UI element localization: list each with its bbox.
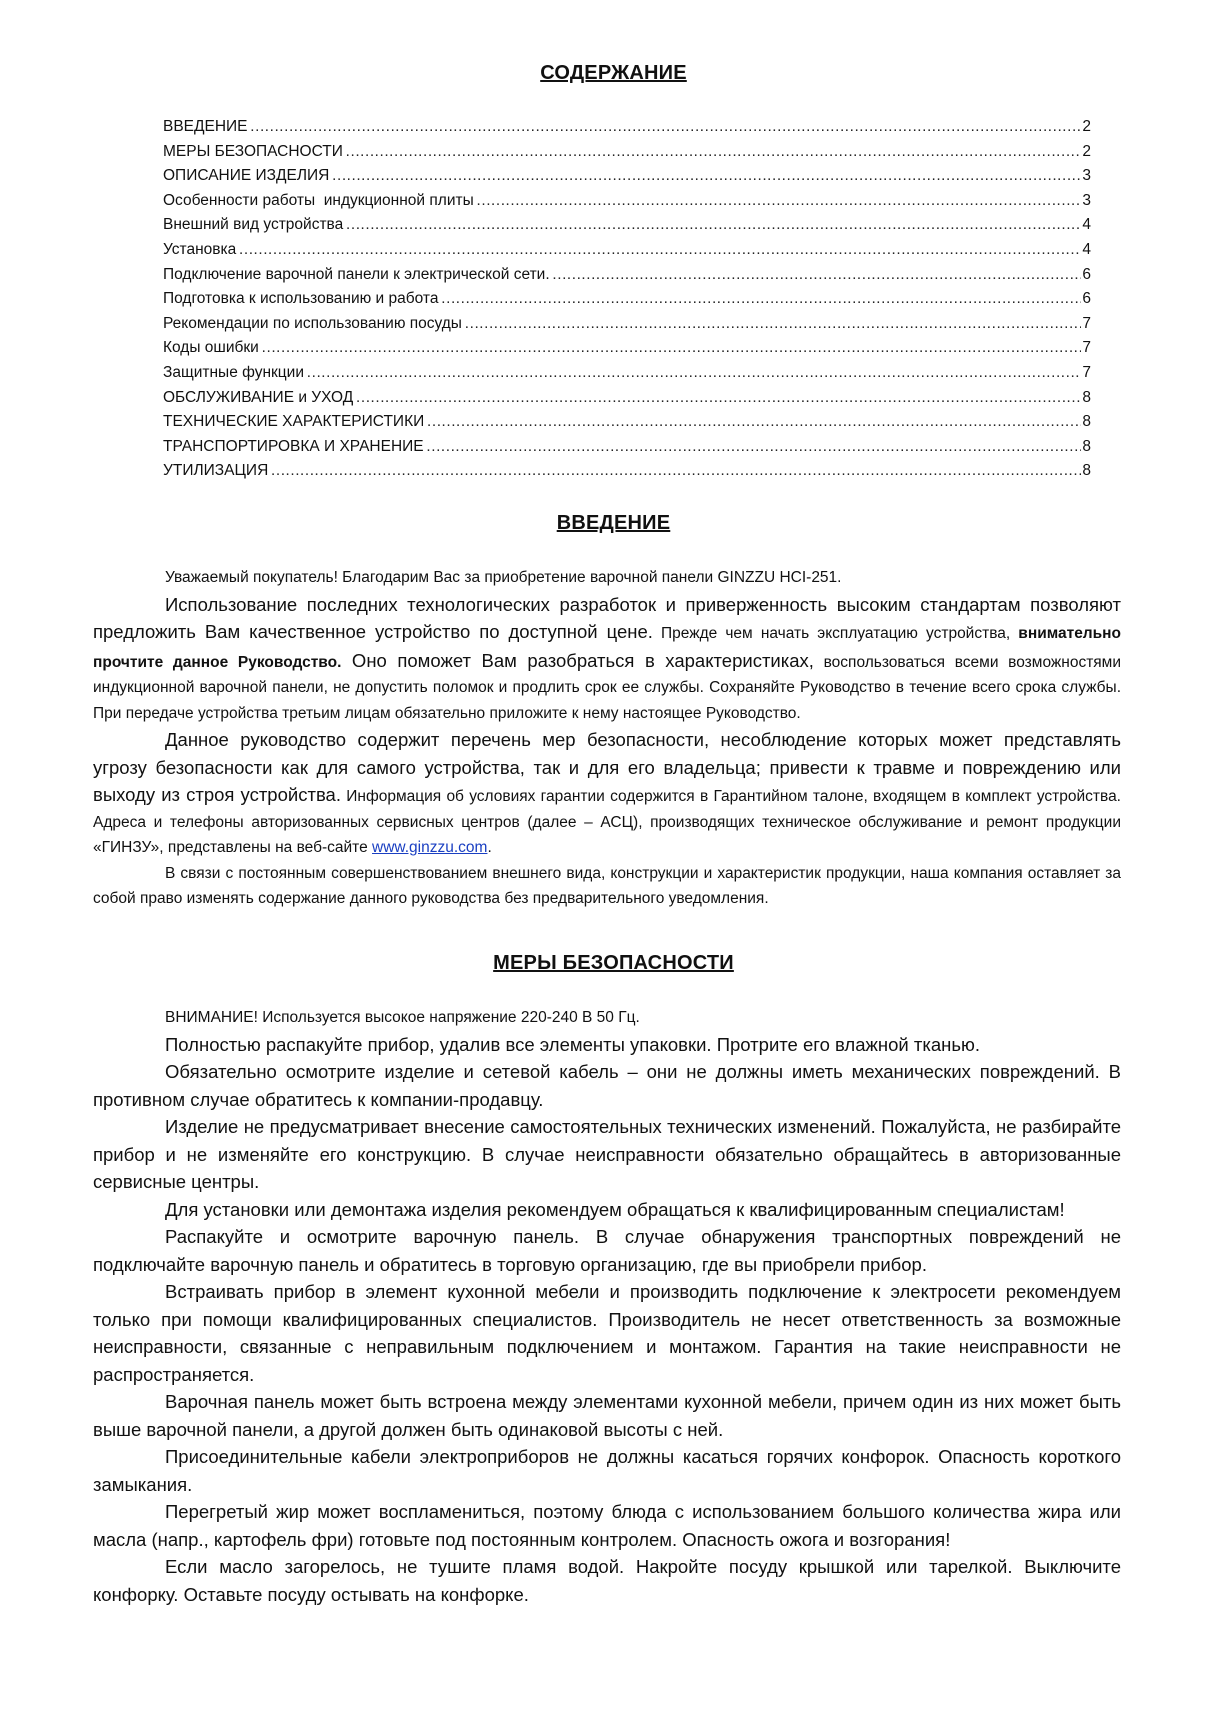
intro-text: Данное руководство содержит перечень мер безопасности, несоблюдение которых может представлять угрозу безопасности как для самого устройства, так и для его владельца; привести к травме и повреждению или выходу из строя устройства. <box>93 729 1121 805</box>
toc-item-page: 2 <box>1082 118 1091 135</box>
toc-item-page: 8 <box>1082 413 1091 431</box>
toc-item-page: 7 <box>1082 339 1091 357</box>
toc-leader <box>476 189 1082 214</box>
toc-item[interactable] <box>163 312 1091 337</box>
toc-leader <box>238 238 1081 263</box>
toc-item-page: 4 <box>1082 240 1091 258</box>
toc-item-page: 3 <box>1082 167 1091 185</box>
intro-bold-text: внимательно прочтите данное Руководство. <box>93 625 1122 671</box>
toc-item[interactable] <box>163 435 1091 460</box>
safety-paragraph: Для установки или демонтажа изделия рекомендуем обращаться к квалифицированным специалистам! <box>165 1198 1065 1220</box>
toc-leader <box>426 410 1081 435</box>
toc-leader <box>552 263 1082 288</box>
toc-item-label: Подготовка к использованию и работа <box>163 290 439 308</box>
toc-item-label: Рекомендации по использованию посуды <box>163 314 462 332</box>
toc-item[interactable] <box>163 287 1091 312</box>
toc-item-page: 6 <box>1082 290 1091 308</box>
intro-paragraph <box>93 726 1121 861</box>
toc-leader <box>345 140 1081 165</box>
toc-item-label: ОБСЛУЖИВАНИЕ и УХОД <box>163 388 354 406</box>
intro-text: воспользоваться всеми возможностями индукционной варочной панели, не допустить поломок и продлить срок ее службы. Сохраняйте Руководство в течение всего срока службы. При передаче устройства третьим лицам обязательно приложите к нему настоящее Руководство. <box>93 653 1121 722</box>
safety-paragraph: Если масло загорелось, не тушите пламя водой. Накройте посуду крышкой или тарелкой. Выключите конфорку. Оставьте посуду остывать на конфорке. <box>93 1556 1121 1605</box>
toc-leader <box>345 213 1081 238</box>
safety-paragraph: Варочная панель может быть встроена между элементами кухонной мебели, причем один из них может быть выше варочной панели, а другой должен быть одинаковой высоты с ней. <box>93 1391 1121 1440</box>
toc-item[interactable] <box>163 189 1091 214</box>
toc-item-page: 6 <box>1082 265 1091 283</box>
toc-title: СОДЕРЖАНИЕ <box>540 62 687 84</box>
safety-paragraph: Встраивать прибор в элемент кухонной мебели и производить подключение к электросети рекомендуем только при помощи квалифицированных специалистов. Производитель не несет ответственность за возможные неисправности, связанные с неправильным подключением и монтажом. Гарантия на такие неисправности не распространяется. <box>93 1281 1121 1385</box>
toc-item[interactable] <box>163 459 1091 484</box>
toc-leader <box>426 435 1082 460</box>
toc-leader <box>331 164 1081 189</box>
toc-item-label: ТЕХНИЧЕСКИЕ ХАРАКТЕРИСТИКИ <box>163 413 425 431</box>
safety-paragraph: Распакуйте и осмотрите варочную панель. В случае обнаружения транспортных повреждений не подключайте варочную панель и обратитесь в торговую организацию, где вы приобрели прибор. <box>93 1226 1121 1275</box>
toc-leader <box>355 386 1081 411</box>
toc-item-label: ТРАНСПОРТИРОВКА И ХРАНЕНИЕ <box>163 437 424 455</box>
intro-text: . <box>487 839 492 856</box>
section-title-safety: МЕРЫ БЕЗОПАСНОСТИ <box>493 952 734 974</box>
toc-item-label: Подключение варочной панели к электрической сети. <box>163 265 550 283</box>
toc-item[interactable] <box>163 336 1091 361</box>
safety-paragraph: Изделие не предусматривает внесение самостоятельных технических изменений. Пожалуйста, не разбирайте прибор и не изменяйте его конструкцию. В случае неисправности обязательно обращайтесь в авторизованные сервисные центры. <box>93 1116 1121 1192</box>
intro-text: Информация об условиях гарантии содержится в Гарантийном талоне, входящем в комплект устройства. Адреса и телефоны авторизованных сервисных центров (далее – АСЦ), производящих техническое обслуживание и ремонт продукции «ГИНЗУ», представлены на веб-сайте <box>93 788 1121 856</box>
toc-item-label: Особенности работы индукционной плиты <box>163 191 474 209</box>
intro-paragraph: В связи с постоянным совершенствованием внешнего вида, конструкции и характеристик продукции, наша компания оставляет за собой право изменять содержание данного руководства без предварительного уведомления. <box>93 864 1121 907</box>
safety-paragraph: Полностью распакуйте прибор, удалив все элементы упаковки. Протрите его влажной тканью. <box>165 1033 981 1055</box>
toc-item[interactable] <box>163 386 1091 411</box>
toc-leader <box>270 459 1081 484</box>
toc-item-page: 8 <box>1082 462 1091 480</box>
toc-item[interactable] <box>163 263 1091 288</box>
section-title-intro: ВВЕДЕНИЕ <box>556 512 671 534</box>
table-of-contents <box>163 115 1091 484</box>
toc-item-label: Защитные функции <box>163 363 304 381</box>
safety-paragraph: Обязательно осмотрите изделие и сетевой кабель – они не должны иметь механических повреждений. В противном случае обратитесь к компании-продавцу. <box>93 1061 1121 1110</box>
intro-greeting: Уважаемый покупатель! Благодарим Вас за приобретение варочной панели GINZZU HCI-251. <box>165 569 842 586</box>
toc-item[interactable] <box>163 410 1091 435</box>
toc-leader <box>306 361 1081 386</box>
toc-item-label: МЕРЫ БЕЗОПАСНОСТИ <box>163 142 343 160</box>
toc-item-page: 8 <box>1082 437 1091 455</box>
toc-item[interactable] <box>163 140 1091 165</box>
toc-item[interactable] <box>163 115 1091 140</box>
toc-item-label: Коды ошибки <box>163 339 259 357</box>
website-link[interactable]: www.ginzzu.com <box>372 839 488 856</box>
intro-text: Прежде чем начать эксплуатацию устройства, <box>652 625 1019 642</box>
intro-text: Использование последних технологических разработок и приверженность высоким стандартам позволяют предложить Вам качественное устройство по доступной цене. <box>93 593 1121 642</box>
toc-leader <box>250 115 1082 140</box>
toc-item-label: ОПИСАНИЕ ИЗДЕЛИЯ <box>163 167 330 185</box>
toc-item-label: Внешний вид устройства <box>163 216 344 234</box>
toc-leader <box>464 312 1081 337</box>
safety-section <box>93 1005 1121 1608</box>
toc-leader <box>440 287 1081 312</box>
toc-item[interactable] <box>163 238 1091 263</box>
toc-item-label: УТИЛИЗАЦИЯ <box>163 462 269 480</box>
toc-item-page: 7 <box>1082 363 1091 381</box>
toc-item-label: Установка <box>163 240 237 258</box>
safety-paragraph: Перегретый жир может воспламениться, поэтому блюда с использованием большого количества жира или масла (напр., картофель фри) готовьте под постоянным контролем. Опасность ожога и возгорания! <box>93 1501 1121 1550</box>
toc-item[interactable] <box>163 164 1091 189</box>
toc-item-page: 4 <box>1082 216 1091 234</box>
intro-paragraph <box>93 591 1121 727</box>
toc-item-page: 2 <box>1082 142 1091 160</box>
toc-item-page: 8 <box>1082 388 1091 406</box>
intro-section <box>93 565 1121 912</box>
toc-leader <box>261 336 1082 361</box>
toc-item-label: ВВЕДЕНИЕ <box>163 118 248 135</box>
safety-warning: ВНИМАНИЕ! Используется высокое напряжение 220-240 В 50 Гц. <box>165 1009 640 1026</box>
intro-text: Оно поможет Вам разобраться в характеристиках, <box>341 649 814 671</box>
toc-item-page: 3 <box>1082 191 1091 209</box>
safety-paragraph: Присоединительные кабели электроприборов не должны касаться горячих конфорок. Опасность короткого замыкания. <box>93 1446 1121 1495</box>
toc-item[interactable] <box>163 213 1091 238</box>
toc-item-page: 7 <box>1082 314 1091 332</box>
toc-item[interactable] <box>163 361 1091 386</box>
